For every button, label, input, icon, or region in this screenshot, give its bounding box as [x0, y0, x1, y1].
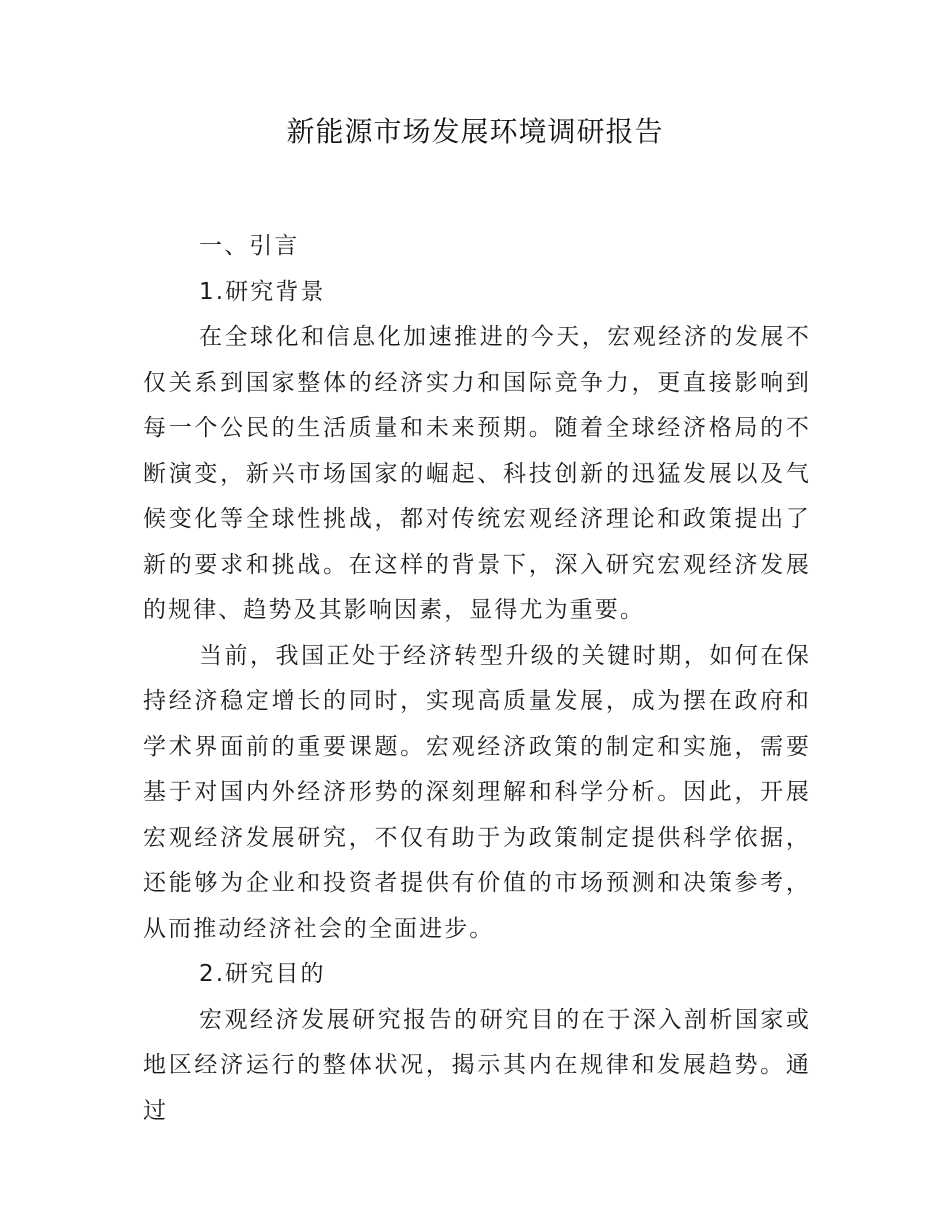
paragraph-background-1: 在全球化和信息化加速推进的今天，宏观经济的发展不仅关系到国家整体的经济实力和国际竞争力，更直接影响到每一个公民的生活质量和未来预期。随着全球经济格局的不断演变，新兴市场国家的崛起、科技创新的迅猛发展以及气候变化等全球性挑战，都对传统宏观经济理论和政策提出了新的要求和挑战。在这样的背景下，深入研究宏观经济发展的规律、趋势及其影响因素，显得尤为重要。	[143, 324, 811, 623]
subsection-heading-purpose: 2.研究目的	[199, 961, 326, 987]
document-title: 新能源市场发展环境调研报告	[286, 115, 664, 148]
paragraph-background-2: 当前，我国正处于经济转型升级的关键时期，如何在保持经济稳定增长的同时，实现高质量发展，成为摆在政府和学术界面前的重要课题。宏观经济政策的制定和实施，需要基于对国内外经济形势的深刻理解和科学分析。因此，开展宏观经济发展研究，不仅有助于为政策制定提供科学依据，还能够为企业和投资者提供有价值的市场预测和决策参考，从而推动经济社会的全面进步。	[143, 642, 811, 942]
section-heading-introduction: 一、引言	[199, 233, 300, 259]
document-body	[143, 224, 811, 1134]
paragraph-purpose: 宏观经济发展研究报告的研究目的在于深入剖析国家或地区经济运行的整体状况，揭示其内在规律和发展趋势。通过	[143, 1006, 811, 1124]
subsection-heading-background: 1.研究背景	[199, 278, 326, 305]
